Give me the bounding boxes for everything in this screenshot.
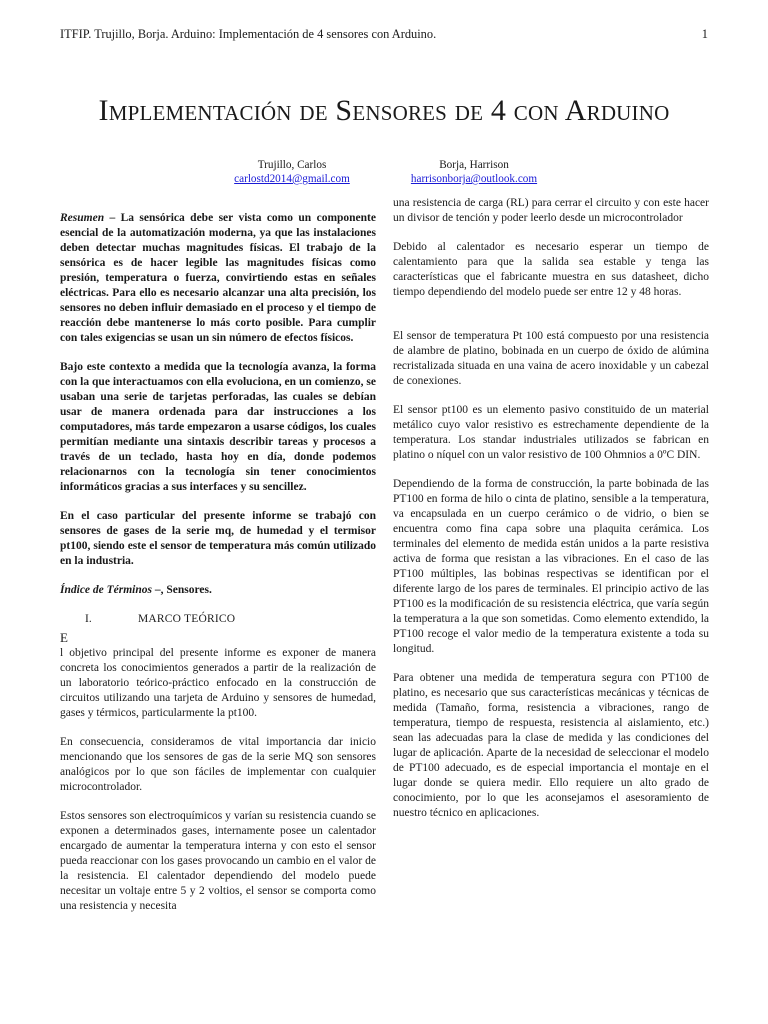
paragraph-electrochemical: Estos sensores son electroquímicos y varían su resistencia cuando se exponen a determinados gases, internamente posee un calentador encargado de aumentar la temperatura interna y con esto el sensor pueda reaccionar con los gases provocando un cambio en el valor de la resistencia. El calentador dependiendo del modelo puede necesitar un voltaje entre 5 y 2 voltios, el sensor se comporta como una resistencia y necesita — [60, 810, 376, 912]
paragraph-case: En el caso particular del presente informe se trabajó con sensores de gases de la serie mq, de humedad y el termisor pt100, siendo este el sensor de temperatura más común utilizado en la industria. — [60, 510, 376, 567]
abstract-label: Resumen — [60, 212, 105, 224]
running-title: ITFIP. Trujillo, Borja. Arduino: Implementación de 4 sensores con Arduino. — [60, 27, 437, 41]
author-name-1: Trujillo, Carlos — [257, 159, 327, 171]
paragraph-measure: Para obtener una medida de temperatura segura con PT100 de platino, es necesario que sus características mecánicas y técnicas de medida (Tamaño, forma, resistencia a vibraciones, rango de temperatura, tiempo de respuesta, resistencia al aislamiento, etc.) sean las adecuadas para la clase de medida y las condiciones del lugar de aplicación. Aparte de la necesidad de seleccionar el modelo de PT100 adecuado, es de especial importancia el montaje en el lugar donde se quiera medir. Ello requiere un alto grado de conocimiento, por lo que les aconsejamos el asesoramiento de nuestro técnico en aplicaciones. — [393, 672, 709, 819]
spacer — [393, 314, 709, 329]
paragraph-continue: una resistencia de carga (RL) para cerrar el circuito y con este hacer un divisor de tención y poder leerlo desde un microcontrolador — [393, 197, 709, 224]
author-block-2 — [354, 158, 594, 186]
paper-title: Implementación de Sensores de 4 con Arduino — [98, 94, 670, 127]
drop-cap: E — [60, 630, 68, 645]
index-terms-label: Índice de Términos — [60, 584, 152, 596]
section-number: I. — [85, 613, 92, 625]
author-email-2[interactable]: harrisonborja@outlook.com — [410, 173, 538, 185]
section-title: MARCO TEÓRICO — [138, 613, 236, 625]
abstract — [60, 211, 376, 346]
paragraph-context: Bajo este contexto a medida que la tecnología avanza, la forma con la que interactuamos con ella evoluciona, en un comienzo, se usaban una serie de tarjetas perforadas, las cuales se debían usar de manera ordenada para dar instrucciones a los computadores, más tarde empezaron a usarse códigos, los cuales permitían mediante una sintaxis describir tareas y procesos a través de un teclado, hasta hoy en día, donde podemos relacionarnos con la tecnología sin tener conocimientos informáticos gracias a sus interfaces y su sencillez. — [60, 361, 376, 493]
index-terms — [60, 583, 376, 598]
running-header — [60, 27, 708, 43]
paragraph-objective: l objetivo principal del presente informe es exponer de manera concreta los conocimientos generados a partir de la realización de un laboratorio teórico-práctico enfocado en la construcción de circuitos utilizando una tarjeta de Arduino y sensores de humedad, gases y térmicos, particularmente la pt100. — [60, 647, 376, 719]
paragraph-pt100-passive: El sensor pt100 es un elemento pasivo constituido de un material metálico cuyo valor resistivo es estrechamente dependiente de la temperatura. Los standar industriales utilizados se fabrican en platino o níquel con un valor resistivo de 100 Ohmnios a 0ºC DIN. — [393, 404, 709, 461]
paragraph-consequence: En consecuencia, consideramos de vital importancia dar inicio mencionando que los sensores de gas de la serie MQ son sensores analógicos por lo que son fáciles de implementar con cualquier microcontrolador. — [60, 736, 376, 793]
paragraph-pt100-intro: El sensor de temperatura Pt 100 está compuesto por una resistencia de alambre de platino, bobinada en un cuerpo de óxido de alúmina recristalizada situada en una vaina de acero inoxidable y un cabezal de conexiones. — [393, 330, 709, 387]
right-column — [393, 196, 709, 835]
section-heading — [60, 612, 376, 627]
author-name-2: Borja, Harrison — [439, 159, 509, 171]
paragraph-heater: Debido al calentador es necesario esperar un tiempo de calentamiento para que la salida sea estable y tenga las características que el fabricante muestra en sus datasheet, dicho tiempo dependiendo del modelo puede ser entre 12 y 48 horas. — [393, 241, 709, 298]
index-terms-text: –, Sensores. — [152, 584, 212, 596]
paragraph-construction: Dependiendo de la forma de construcción, la parte bobinada de las PT100 en forma de hilo o cinta de platino, sensible a la temperatura, va encapsulada en un cuerpo cerámico o de vidrio, o bien se encuentra como fina capa sobre una plaquita cerámica. Los terminales del elemento de medida están unidos a la parte resistiva activa de forma que resistan a las vibraciones. En el caso de las PT100 múltiples, las bobinas respectivas se identifican por el diferente largo de los pares de terminales. El principio activo de las PT100 es la modificación de su resistencia eléctrica, que varía según la temperatura a la que son sometidas. Como elemento extendido, la PT100 recoge el valor medio de la temperatura existente a toda su longitud. — [393, 478, 709, 655]
abstract-text: – La sensórica debe ser vista como un componente esencial de la automatización moderna, ya que las instalaciones deben detectar muchas magnitudes físicas. El trabajo de la sensórica es de hacer legible las magnitudes físicas como presión, temperatura o fuerza, convirtiendo estas en señales eléctricas. Para ello es necesario alcanzar una alta precisión, los sensores no deben influir demasiado en el proceso y el tiempo de reacción debe mantenerse lo más corto posible. Para cumplir con tales exigencias se usan un sin número de efectos físicos. — [60, 212, 376, 344]
left-column — [60, 211, 376, 928]
page-number: 1 — [701, 27, 708, 41]
author-email-1[interactable]: carlostd2014@gmail.com — [234, 173, 350, 185]
